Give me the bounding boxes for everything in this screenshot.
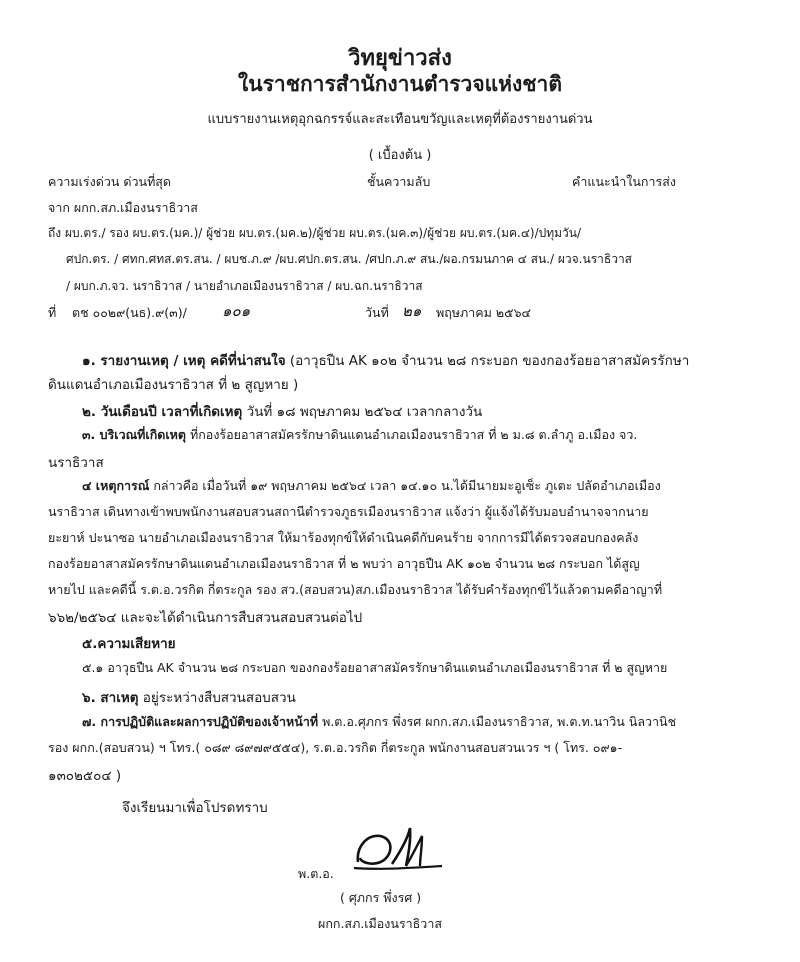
to-line-3: / ผบก.ภ.จว. นราธิวาส / นายอำเภอเมืองนราธิวาส / ผบ.ฉก.นราธิวาส bbox=[66, 279, 423, 293]
section-4-line-4: กองร้อยอาสาสมัครรักษาดินแดนอำเภอเมืองนราธิวาส ที่ ๒ พบว่า อาวุธปืน AK ๑๐๒ จำนวน ๒๘ กระบอก ได้สูญ bbox=[48, 556, 640, 571]
section-7-heading: ๗. การปฏิบัติและผลการปฏิบัติของเจ้าหน้าที่ bbox=[82, 714, 319, 729]
signature-rank: พ.ต.อ. bbox=[298, 866, 334, 881]
form-name: แบบรายงานเหตุอุกฉกรรจ์และสะเทือนขวัญและเหตุที่ต้องรายงานด่วน bbox=[207, 112, 593, 127]
section-3-text: ที่กองร้อยอาสาสมัครรักษาดินแดนอำเภอเมืองนราธิวาส ที่ ๒ ม.๘ ต.ลำภู อ.เมือง จว. bbox=[190, 427, 638, 442]
section-1-continued: ดินแดนอำเภอเมืองนราธิวาส ที่ ๒ สูญหาย ) bbox=[48, 377, 299, 393]
signature-mark bbox=[350, 822, 450, 878]
ref-handwritten: ๑๐๑ bbox=[222, 302, 251, 320]
section-6-text: อยู่ระหว่างสืบสวนสอบสวน bbox=[142, 690, 296, 706]
section-7-line-1 bbox=[82, 712, 676, 732]
section-6-heading: ๖. สาเหตุ bbox=[82, 690, 139, 706]
ref-number: ตช ๐๐๒๙(นธ).๙(๓)/ bbox=[72, 305, 187, 320]
urgency-field: ความเร่งด่วน ด่วนที่สุด bbox=[48, 174, 172, 189]
date-label: วันที่ bbox=[365, 305, 389, 320]
section-1-heading: ๑. รายงานเหตุ / เหตุ คดีที่น่าสนใจ bbox=[82, 353, 286, 369]
instruction-field: คำแนะนำในการส่ง bbox=[572, 174, 676, 189]
closing-line: จึงเรียนมาเพื่อโปรดทราบ bbox=[122, 800, 268, 816]
section-5-item-1: ๕.๑ อาวุธปืน AK จำนวน ๒๘ กระบอก ของกองร้อยอาสาสมัครรักษาดินแดนอำเภอเมืองนราธิวาส ที่ ๒ สูญหาย bbox=[82, 660, 668, 675]
section-4-line-2: นราธิวาส เดินทางเข้าพบพนักงานสอบสวนสถานีตำรวจภูธรเมืองนราธิวาส แจ้งว่า ผู้แจ้งได้รับมอบอำนาจจากนาย bbox=[48, 504, 649, 519]
section-5-heading: ๕.ความเสียหาย bbox=[82, 636, 176, 652]
section-2-text: วันที่ ๑๘ พฤษภาคม ๒๕๖๔ เวลากลางวัน bbox=[246, 404, 483, 420]
section-4-heading: ๔ เหตุการณ์ bbox=[82, 478, 150, 493]
section-1 bbox=[82, 349, 689, 371]
secrecy-field: ชั้นความลับ bbox=[367, 174, 431, 189]
section-4-text: กล่าวคือ เมื่อวันที่ ๑๙ พฤษภาคม ๒๕๖๔ เวลา ๑๔.๑๐ น.ได้มีนายมะอูเซ็ะ ภูเตะ ปลัดอำเภอเมือง bbox=[153, 478, 661, 493]
ref-label: ที่ bbox=[48, 305, 57, 320]
section-4-line-5: หายไป และคดีนี้ ร.ต.อ.วรกิต กี่ตระกูล รอง สว.(สอบสวน)สภ.เมืองนราธิวาส ได้รับคำร้องทุกข์ไว้แล้วตามคดีอาญาที่ bbox=[48, 582, 663, 597]
document-title: วิทยุข่าวส่ง bbox=[348, 46, 452, 71]
section-3 bbox=[82, 425, 637, 445]
document-subtitle: ในราชการสำนักงานตำรวจแห่งชาติ bbox=[238, 72, 562, 96]
section-1-text: (อาวุธปืน AK ๑๐๒ จำนวน ๒๘ กระบอก ของกองร้อยอาสาสมัครรักษา bbox=[289, 353, 690, 369]
section-4-line-3: ยะยาห์ ปะนาซอ นายอำเภอเมืองนราธิวาส ให้มาร้องทุกข์ให้ดำเนินคดีกับคนร้าย จากการมีได้ตรวจสอบกองคลัง bbox=[48, 530, 639, 545]
from-field: จาก ผกก.สภ.เมืองนราธิวาส bbox=[48, 200, 198, 215]
to-line-2: ศปก.ตร. / ศทก.ศทส.ตร.สน. / ผบช.ภ.๙ /ผบ.ศปก.ตร.สน. /ศปก.ภ.๙ สน./ผอ.กรมนภาค ๔ สน./ ผวจ.นราธิวาส bbox=[66, 252, 633, 266]
section-3-heading: ๓. บริเวณที่เกิดเหตุ bbox=[82, 427, 187, 442]
section-4-line-6: ๖๖๒/๒๕๖๔ และจะได้ดำเนินการสืบสวนสอบสวนต่อไป bbox=[48, 610, 363, 626]
section-4-line-1 bbox=[82, 476, 661, 496]
signature-position: ผกก.สภ.เมืองนราธิวาส bbox=[318, 916, 442, 931]
section-2-heading: ๒. วันเดือนปี เวลาที่เกิดเหตุ bbox=[82, 404, 243, 420]
classification: ( เบื้องต้น ) bbox=[368, 148, 432, 163]
section-7-line-2: รอง ผกก.(สอบสวน) ฯ โทร.( ๐๘๙ ๘๙๗๙๕๕๔), ร.ต.อ.วรกิต กี่ตระกูล พนักงานสอบสวนเวร ฯ ( โทร. ๐๙๑- bbox=[48, 740, 623, 755]
to-line-1: ถึง ผบ.ตร./ รอง ผบ.ตร.(มค.)/ ผู้ช่วย ผบ.ตร.(มค.๒)/ผู้ช่วย ผบ.ตร.(มค.๓)/ผู้ช่วย ผบ.ตร.(มค.๔)/ปทุมวัน/ bbox=[48, 226, 582, 240]
section-7-text: พ.ต.อ.ศุภกร พึ่งรศ ผกก.สภ.เมืองนราธิวาส, พ.ต.ท.นาวิน นิลวานิช bbox=[322, 714, 677, 729]
section-6 bbox=[82, 686, 296, 708]
date-handwritten: ๒๑ bbox=[402, 302, 422, 320]
section-2 bbox=[82, 400, 482, 422]
section-7-line-3: ๑๓๐๒๕๐๔ ) bbox=[48, 768, 122, 784]
signature-name: ( ศุภกร พึ่งรศ ) bbox=[340, 890, 422, 905]
section-3-continued: นราธิวาส bbox=[48, 455, 104, 471]
date-month-year: พฤษภาคม ๒๕๖๔ bbox=[436, 305, 531, 320]
